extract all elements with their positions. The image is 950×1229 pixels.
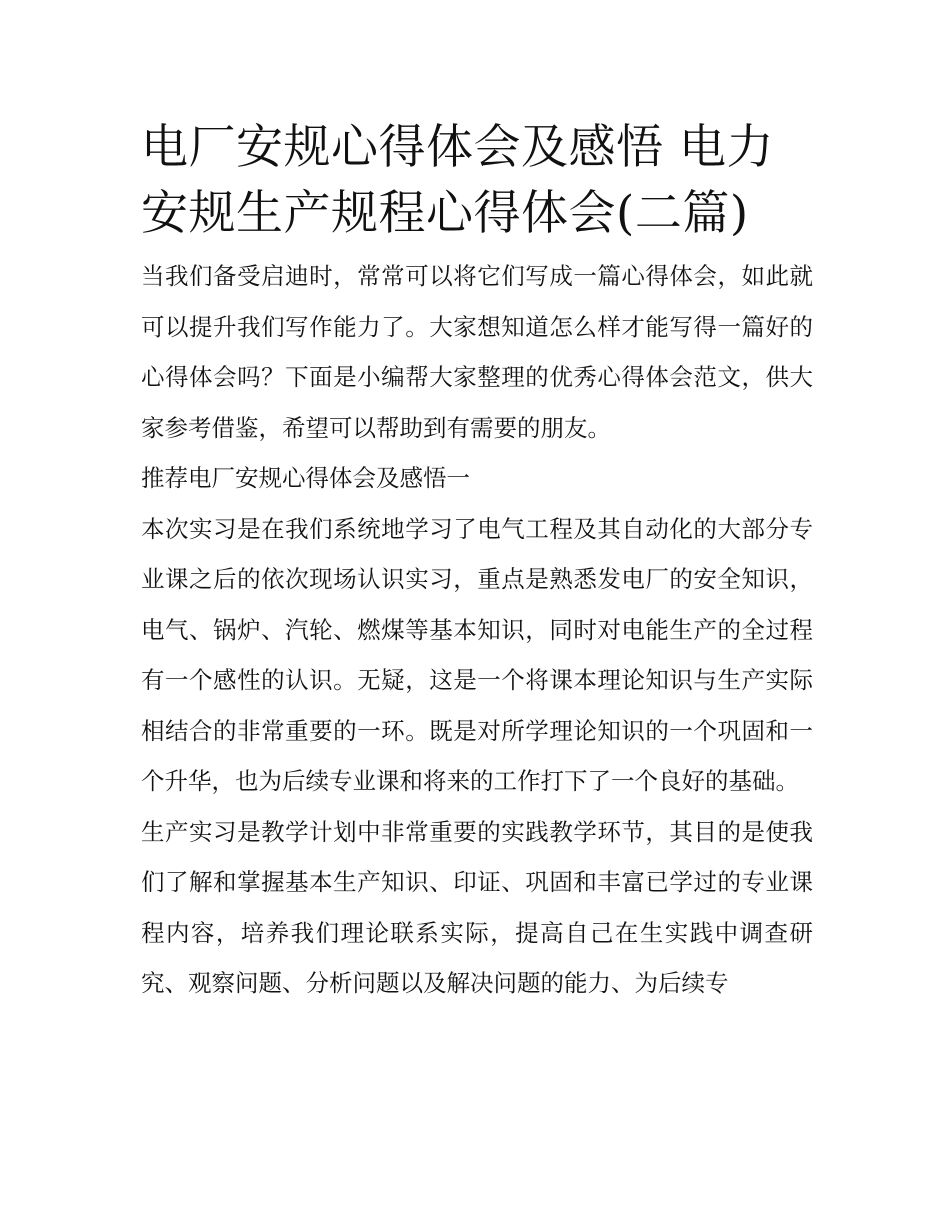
section-heading: 推荐电厂安规心得体会及感悟一 bbox=[141, 464, 470, 492]
body-paragraph: 本次实习是在我们系统地学习了电气工程及其自动化的大部分专业课之后的依次现场认识实习，重点是熟悉发电厂的安全知识，电气、锅炉、汽轮、燃煤等基本知识，同时对电能生产的全过程有一个感性的认识。无疑，这是一个将课本理论知识与生产实际相结合的非常重要的一环。既是对所学理论知识的一个巩固和一个升华，也为后续专业课和将来的工作打下了一个良好的基础。 bbox=[141, 514, 813, 795]
document-page bbox=[141, 115, 813, 1009]
document-title: 电厂安规心得体会及感悟 电力安规生产规程心得体会(二篇) bbox=[141, 120, 774, 241]
body-paragraph: 生产实习是教学计划中非常重要的实践教学环节，其目的是使我们了解和掌握基本生产知识、印证、巩固和丰富已学过的专业课程内容，培养我们理论联系实际，提高自己在生实践中调查研究、观察问题、分析问题以及解决问题的能力、为后续专 bbox=[141, 817, 813, 997]
intro-paragraph: 当我们备受启迪时，常常可以将它们写成一篇心得体会，如此就可以提升我们写作能力了。大家想知道怎么样才能写得一篇好的心得体会吗？下面是小编帮大家整理的优秀心得体会范文，供大家参考借鉴，希望可以帮助到有需要的朋友。 bbox=[141, 262, 813, 442]
